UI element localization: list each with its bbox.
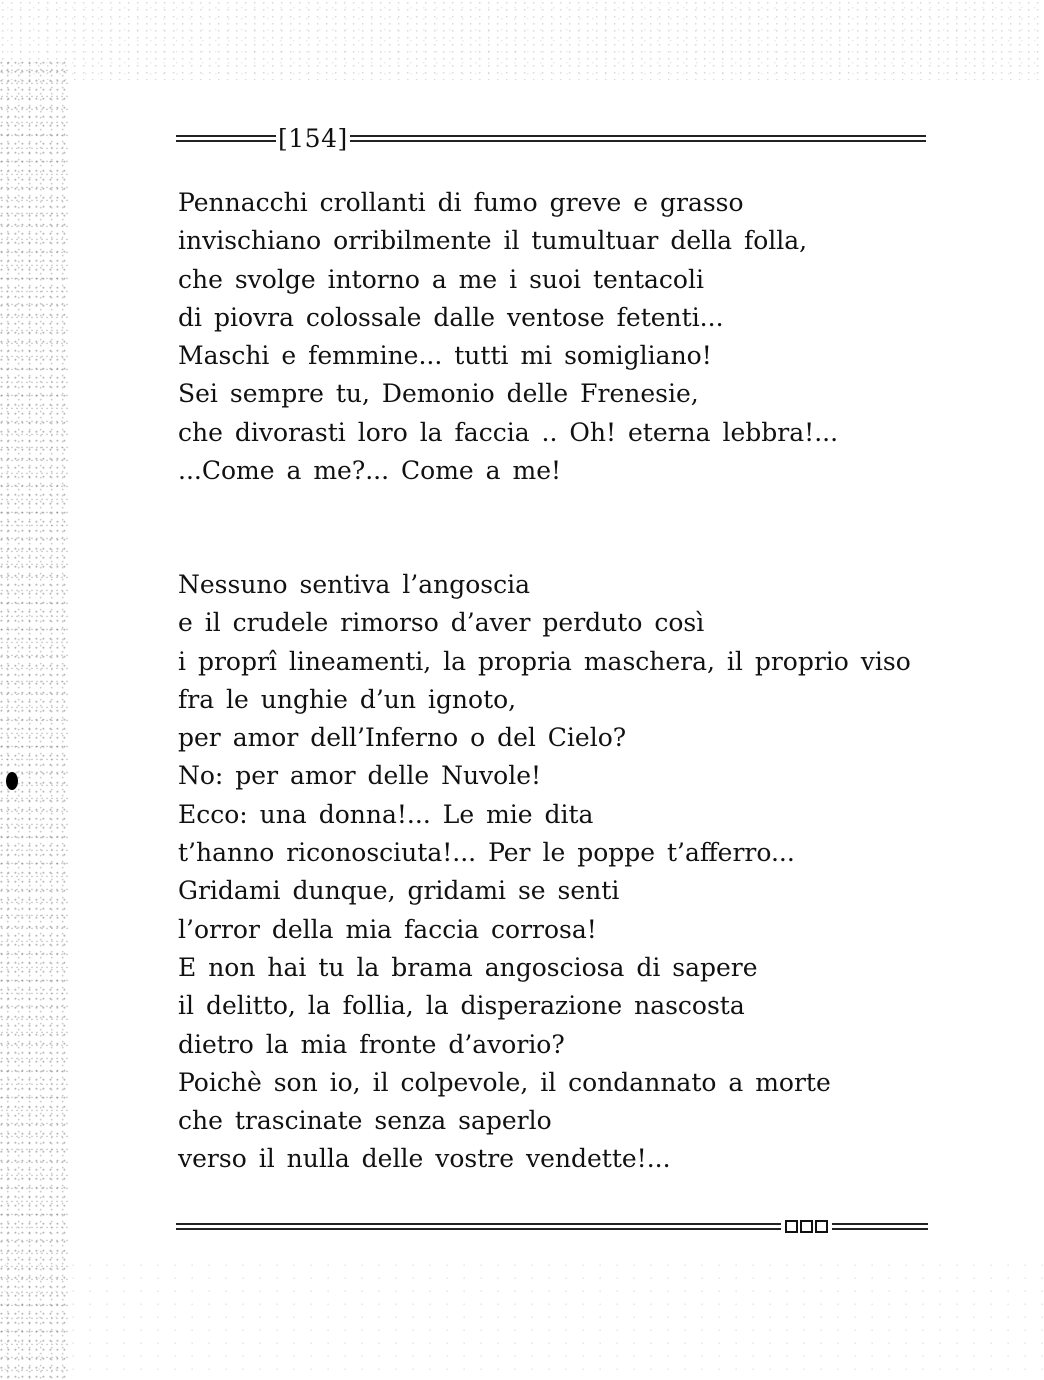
page-number: [154]	[278, 123, 348, 153]
verse-line: ...Come a me?... Come a me!	[178, 456, 562, 486]
stanza-1	[178, 184, 838, 490]
footer-rule-right	[832, 1223, 928, 1230]
verse-line: E non hai tu la brama angosciosa di sapere	[178, 952, 758, 982]
header-rule-left	[176, 135, 276, 142]
page-header	[176, 118, 926, 158]
verse-line: che trascinate senza saperlo	[178, 1106, 552, 1136]
verse-line: Gridami dunque, gridami se senti	[178, 876, 620, 906]
ink-blot	[6, 772, 18, 790]
verse-line: No: per amor delle Nuvole!	[178, 761, 542, 791]
verse-line: che svolge intorno a me i suoi tentacoli	[178, 264, 704, 294]
verse-line: e il crudele rimorso d’aver perduto così	[178, 608, 705, 638]
square-ornament-icon	[785, 1220, 798, 1233]
verse-line: Ecco: una donna!... Le mie dita	[178, 799, 594, 829]
header-rule-right	[350, 135, 926, 142]
verse-line: t’hanno riconosciuta!... Per le poppe t’afferro...	[178, 838, 795, 868]
scan-noise-bottom	[0, 1260, 1044, 1380]
verse-line: di piovra colossale dalle ventose fetenti...	[178, 302, 724, 332]
verse-line: dietro la mia fronte d’avorio?	[178, 1029, 565, 1059]
verse-line: fra le unghie d’un ignoto,	[178, 684, 517, 714]
verse-line: il delitto, la follia, la disperazione nascosta	[178, 991, 745, 1021]
scan-noise-top	[0, 0, 1044, 80]
verse-line: i proprî lineamenti, la propria maschera, il proprio viso	[178, 646, 911, 676]
verse-line: Maschi e femmine... tutti mi somigliano!	[178, 341, 712, 371]
footer-ornament	[781, 1220, 832, 1233]
footer-rule-left	[176, 1223, 781, 1230]
verse-line: invischiano orribilmente il tumultuar della folla,	[178, 226, 808, 256]
verse-line: verso il nulla delle vostre vendette!...	[178, 1144, 671, 1174]
page-footer	[176, 1215, 928, 1237]
stanza-2	[178, 566, 911, 1179]
verse-line: per amor dell’Inferno o del Cielo?	[178, 723, 627, 753]
verse-line: Nessuno sentiva l’angoscia	[178, 570, 531, 599]
square-ornament-icon	[800, 1220, 813, 1233]
verse-line: Sei sempre tu, Demonio delle Frenesie,	[178, 379, 699, 409]
scan-noise-left-margin	[0, 60, 70, 1380]
verse-line: che divorasti loro la faccia .. Oh! eterna lebbra!...	[178, 417, 839, 447]
verse-line: l’orror della mia faccia corrosa!	[178, 914, 597, 944]
verse-line: Poichè son io, il colpevole, il condannato a morte	[178, 1067, 831, 1097]
square-ornament-icon	[815, 1220, 828, 1233]
verse-line: Pennacchi crollanti di fumo greve e grasso	[178, 188, 744, 217]
